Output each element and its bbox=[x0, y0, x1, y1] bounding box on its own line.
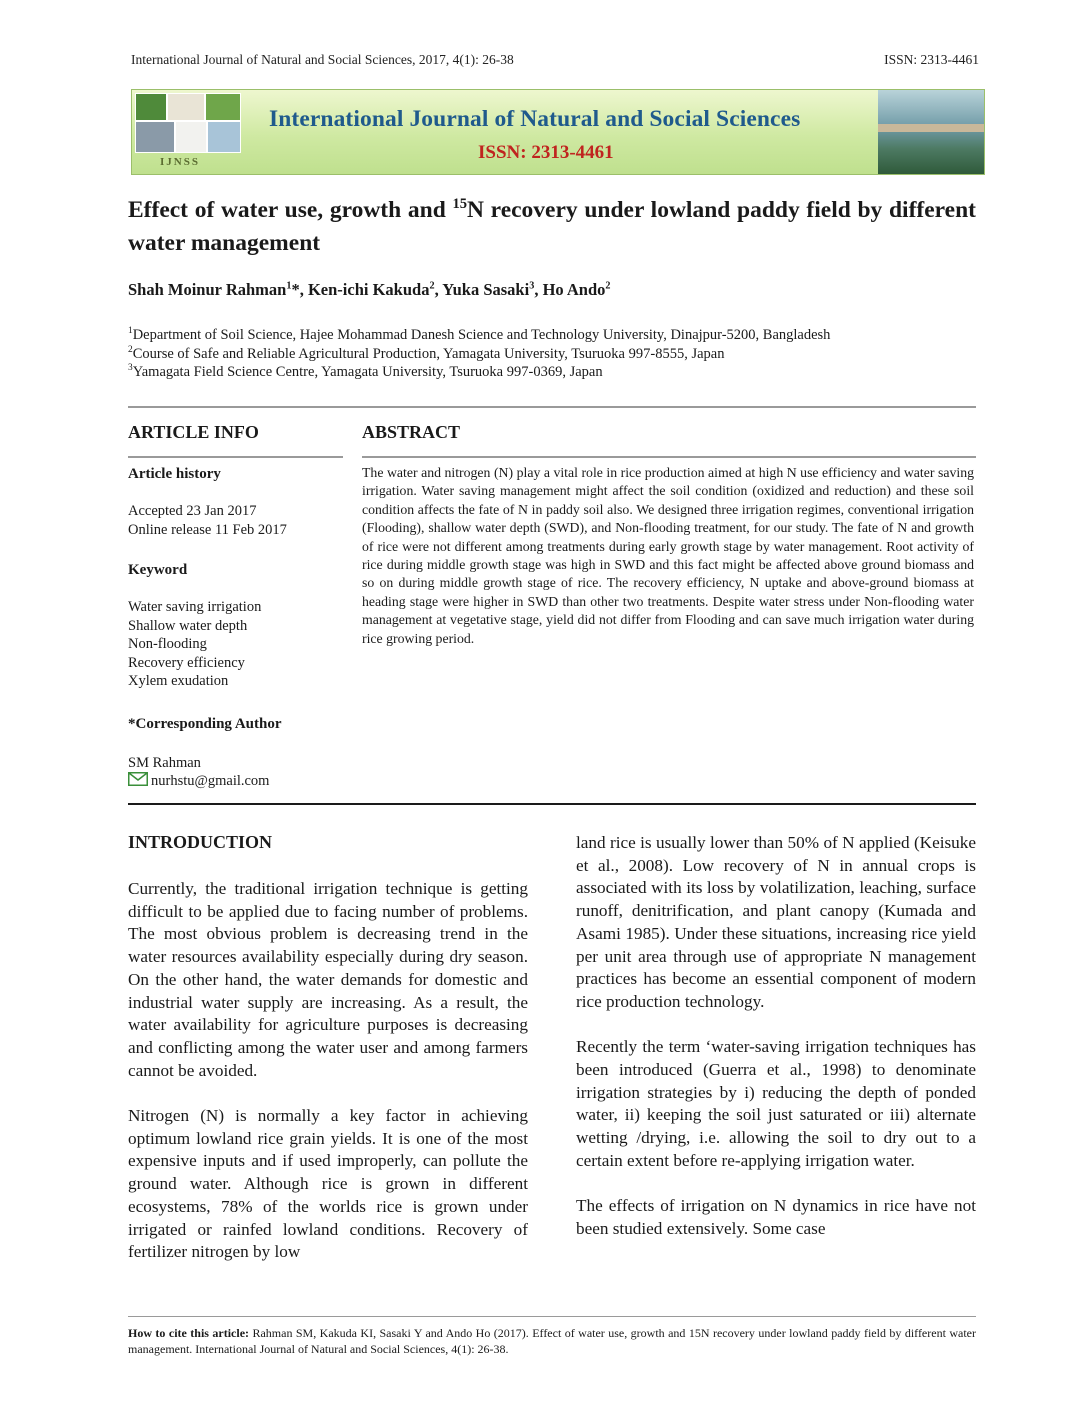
banner-journal-name: International Journal of Natural and Social Sciences bbox=[269, 106, 801, 132]
keyword-item: Non-flooding bbox=[128, 636, 207, 652]
keyword-list bbox=[128, 598, 261, 691]
author-affil-sup: 1 bbox=[286, 280, 292, 292]
title-superscript: 15 bbox=[452, 196, 468, 213]
envelope-icon bbox=[128, 772, 148, 786]
body-paragraph: Recently the term ‘water-saving irrigation techniques has been introduced (Guerra et al., 1998) to denominate irrigation strategies by i) reducing the depth of ponded water, ii) keeping the soil just saturated or iii) alternate wetting /drying, i.e. allowing the soil to dry out to a certain extent before re-applying irrigation water. bbox=[576, 1037, 976, 1170]
author-separator: , bbox=[534, 280, 543, 299]
keyword-item: Water saving irrigation bbox=[128, 599, 262, 615]
cite-label: How to cite this article: bbox=[128, 1326, 250, 1340]
abstract-text: The water and nitrogen (N) play a vital role in rice production aimed at high N use efficiency and water saving irrigation. Water saving management might affect the soil condition (oxidized and reduction) and these soil condition affects the fate of N in paddy soil also. We designed three irrigation regimes, conventional irrigation (Flooding), shallow water depth (SWD), and Non-flooding treatment, for our study. The fate of N and growth of rice were not different among treatments during early growth stage by water management. Root activity of rice during middle growth stage was high in SWD and this fact might be affected above ground biomass and so on during middle growth stage of rice. The recovery efficiency, N uptake and above-ground biomass at heading stage were higher in SWD than other two treatments. Despite water stress under Non-flooding water management at vegetative stage, yield did not differ from Flooding and can save much irrigation water during rice growing period. bbox=[362, 465, 974, 646]
article-history-heading: Article history bbox=[128, 466, 221, 482]
author-separator: , bbox=[434, 280, 443, 299]
abstract-heading: ABSTRACT bbox=[362, 422, 461, 442]
affiliation-list bbox=[128, 326, 830, 382]
author-list bbox=[128, 280, 611, 300]
corresponding-email-row bbox=[128, 772, 269, 791]
author-name: Shah Moinur Rahman bbox=[128, 280, 287, 299]
introduction-heading: INTRODUCTION bbox=[128, 832, 273, 852]
article-title bbox=[128, 194, 976, 260]
email-link[interactable]: nurhstu@gmail.com bbox=[151, 773, 270, 789]
article-info-heading: ARTICLE INFO bbox=[128, 422, 259, 442]
keyword-heading: Keyword bbox=[128, 562, 188, 578]
affiliation-text: Yamagata Field Science Centre, Yamagata University, Tsuruoka 997-0369, Japan bbox=[132, 364, 603, 380]
affiliation-text: Course of Safe and Reliable Agricultural Production, Yamagata University, Tsuruoka 997-8555, Japan bbox=[132, 345, 725, 362]
accepted-date: Accepted 23 Jan 2017 bbox=[128, 503, 257, 519]
affiliation-sup: 1 bbox=[128, 326, 133, 337]
affiliation-item bbox=[128, 345, 830, 364]
how-to-cite bbox=[128, 1326, 976, 1357]
cite-text: Rahman SM, Kakuda KI, Sasaki Y and Ando Ho (2017). Effect of water use, growth and 15N recovery under lowland paddy field by different water management. International Journal of Natural and Social Sciences, 4(1): 26-38. bbox=[128, 1326, 976, 1356]
banner-pond-photo bbox=[878, 90, 984, 174]
section-divider bbox=[128, 406, 976, 408]
banner-logo-text: IJNSS bbox=[160, 156, 200, 168]
affiliation-item bbox=[128, 363, 830, 382]
body-paragraph: land rice is usually lower than 50% of N applied (Keisuke et al., 2008). Low recovery of N in annual crops is associated with its loss by volatilization, leaching, surface runoff, denitrification, and plant canopy (Kumada and Asami 1985). Under these situations, increasing rice yield per unit area through use of appropriate N management practices has become an essential component of modern rice production technology. bbox=[576, 833, 976, 1011]
author-name: Ho Ando bbox=[542, 280, 606, 299]
footer-divider bbox=[128, 1316, 976, 1317]
affiliation-text: Department of Soil Science, Hajee Mohammad Danesh Science and Technology University, Dinajpur-5200, Bangladesh bbox=[132, 327, 831, 343]
header-block-divider bbox=[128, 803, 976, 805]
keyword-item: Xylem exudation bbox=[128, 673, 229, 689]
body-paragraph: Nitrogen (N) is normally a key factor in achieving optimum lowland rice grain yields. It is one of the most expensive inputs and if used improperly, can pollute the ground water. Although rice is grown in different ecosystems, 78% of the worlds rice is grown under irrigated or rainfed lowland conditions. Recovery of fertilizer nitrogen by low bbox=[128, 1106, 528, 1262]
online-release-date: Online release 11 Feb 2017 bbox=[128, 522, 287, 538]
banner-issn: ISSN: 2313-4461 bbox=[478, 142, 614, 163]
corresponding-author-name: SM Rahman bbox=[128, 755, 201, 771]
affiliation-item bbox=[128, 326, 830, 345]
author-name: Yuka Sasaki bbox=[442, 280, 530, 299]
body-paragraph: Currently, the traditional irrigation technique is getting difficult to be applied due to facing number of problems. The most obvious problem is decreasing trend in the water resources availability especially during dry season. On the other hand, the water demands for domestic and industrial water supply are increasing. As a result, the water availability for agriculture purposes is decreasing and conflicting among the water user and among farmers cannot be avoided. bbox=[128, 879, 528, 1080]
affiliation-sup: 2 bbox=[128, 344, 133, 355]
journal-banner bbox=[131, 89, 985, 175]
author-affil-sup: 3 bbox=[529, 280, 535, 292]
title-part2: N recovery under lowland paddy field by different water management bbox=[128, 197, 977, 256]
keyword-item: Recovery efficiency bbox=[128, 654, 245, 671]
running-header-issn: ISSN: 2313-4461 bbox=[884, 52, 979, 67]
intro-right-column bbox=[576, 832, 976, 1263]
affiliation-sup: 3 bbox=[128, 363, 133, 374]
author-separator: *, bbox=[291, 280, 308, 299]
corresponding-author-heading: *Corresponding Author bbox=[128, 716, 282, 732]
keyword-item: Shallow water depth bbox=[128, 617, 248, 634]
author-name: Ken-ichi Kakuda bbox=[307, 280, 430, 299]
author-affil-sup: 2 bbox=[429, 280, 435, 292]
title-part1: Effect of water use, growth and bbox=[128, 197, 453, 223]
abstract-rule bbox=[362, 456, 976, 458]
article-info-rule bbox=[128, 456, 343, 458]
running-header-citation: International Journal of Natural and Social Sciences, 2017, 4(1): 26-38 bbox=[131, 52, 514, 67]
intro-left-column bbox=[128, 878, 528, 1287]
body-paragraph: The effects of irrigation on N dynamics in rice have not been studied extensively. Some case bbox=[576, 1196, 976, 1238]
author-affil-sup: 2 bbox=[605, 280, 611, 292]
